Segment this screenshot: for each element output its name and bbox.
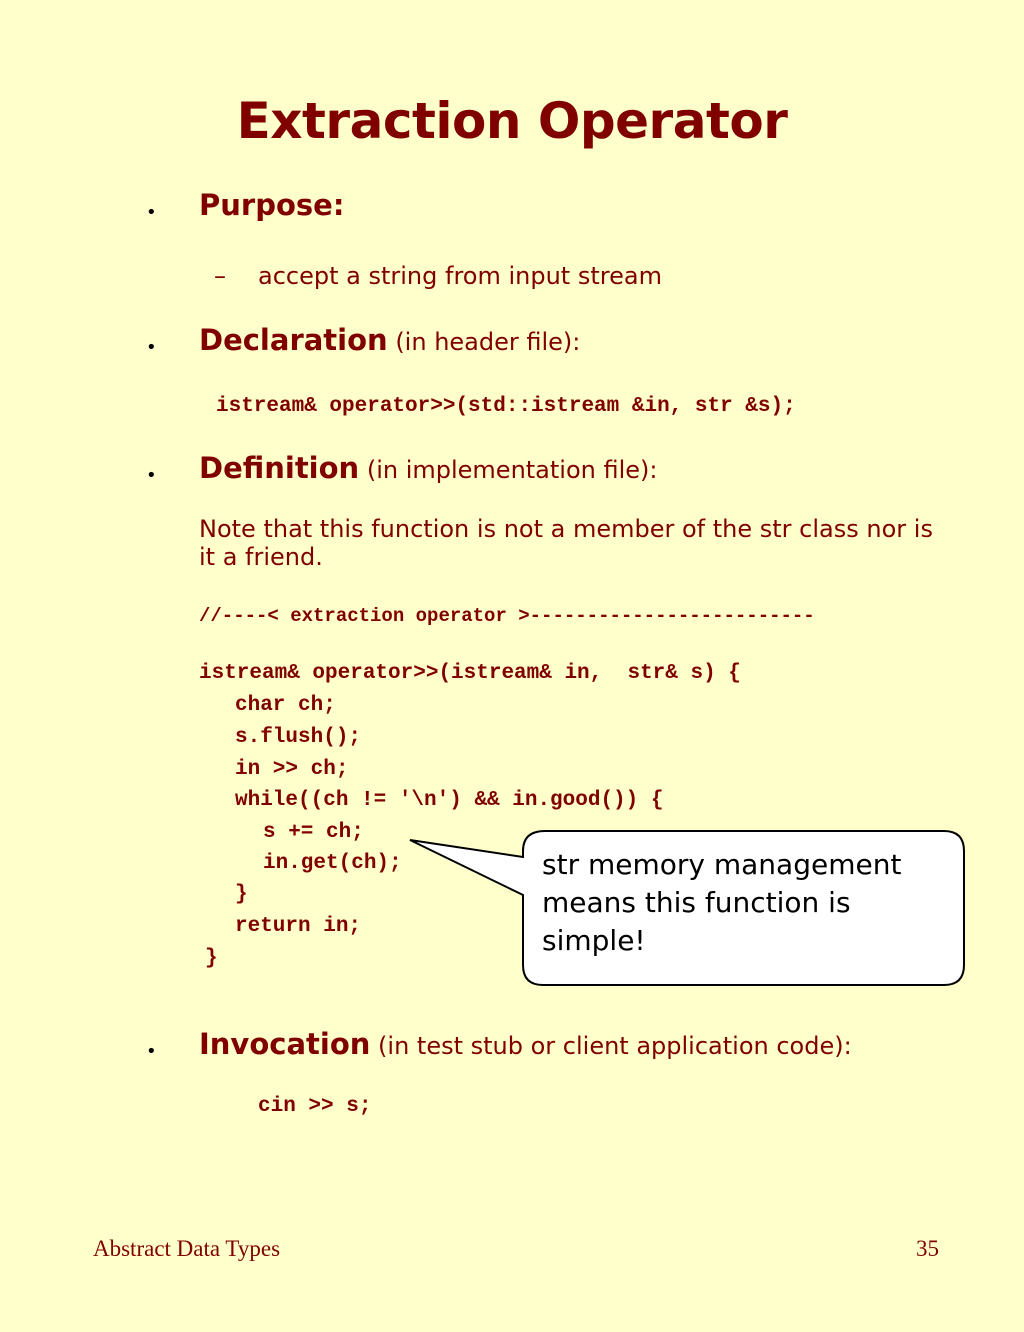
declaration-code: istream& operator>>(std::istream &in, str &s); <box>216 395 796 418</box>
bullet-dot: • <box>146 337 157 358</box>
dash-marker: – <box>214 262 226 290</box>
invocation-heading-line <box>199 1027 852 1061</box>
declaration-heading: Declaration <box>199 323 388 357</box>
code-line: char ch; <box>235 694 336 717</box>
code-line: } <box>205 947 218 970</box>
bullet-dot: • <box>146 465 157 486</box>
code-line: istream& operator>>(istream& in, str& s) { <box>199 662 741 685</box>
definition-heading: Definition <box>199 451 360 485</box>
invocation-suffix: (in test stub or client application code): <box>370 1032 852 1060</box>
code-line: } <box>235 883 248 906</box>
callout-text <box>542 846 901 960</box>
declaration-suffix: (in header file): <box>387 328 581 356</box>
definition-note-line-2: it a friend. <box>199 543 323 571</box>
bullet-dot: • <box>146 202 157 223</box>
callout-line: simple! <box>542 924 646 957</box>
code-line: while((ch != '\n') && in.good()) { <box>235 789 664 812</box>
page-number: 35 <box>916 1236 939 1261</box>
code-line: return in; <box>235 915 362 938</box>
code-line: s.flush(); <box>235 726 362 749</box>
code-line: s += ch; <box>263 821 364 844</box>
footer-title: Abstract Data Types <box>93 1236 281 1261</box>
purpose-heading: Purpose: <box>199 188 345 222</box>
code-line: in.get(ch); <box>263 852 402 875</box>
definition-note-line-1: Note that this function is not a member of the str class nor is <box>199 515 933 543</box>
bullet-dot: • <box>146 1041 157 1062</box>
code-comment-line: //----< extraction operator >------------------------- <box>199 605 815 627</box>
definition-suffix: (in implementation file): <box>359 456 658 484</box>
slide-title: Extraction Operator <box>236 92 788 150</box>
callout-line: str memory management <box>542 848 902 881</box>
code-line: in >> ch; <box>235 758 349 781</box>
callout-line: means this function is <box>542 886 851 919</box>
invocation-heading: Invocation <box>199 1027 371 1061</box>
purpose-text: accept a string from input stream <box>258 262 662 290</box>
invocation-code: cin >> s; <box>258 1095 372 1118</box>
